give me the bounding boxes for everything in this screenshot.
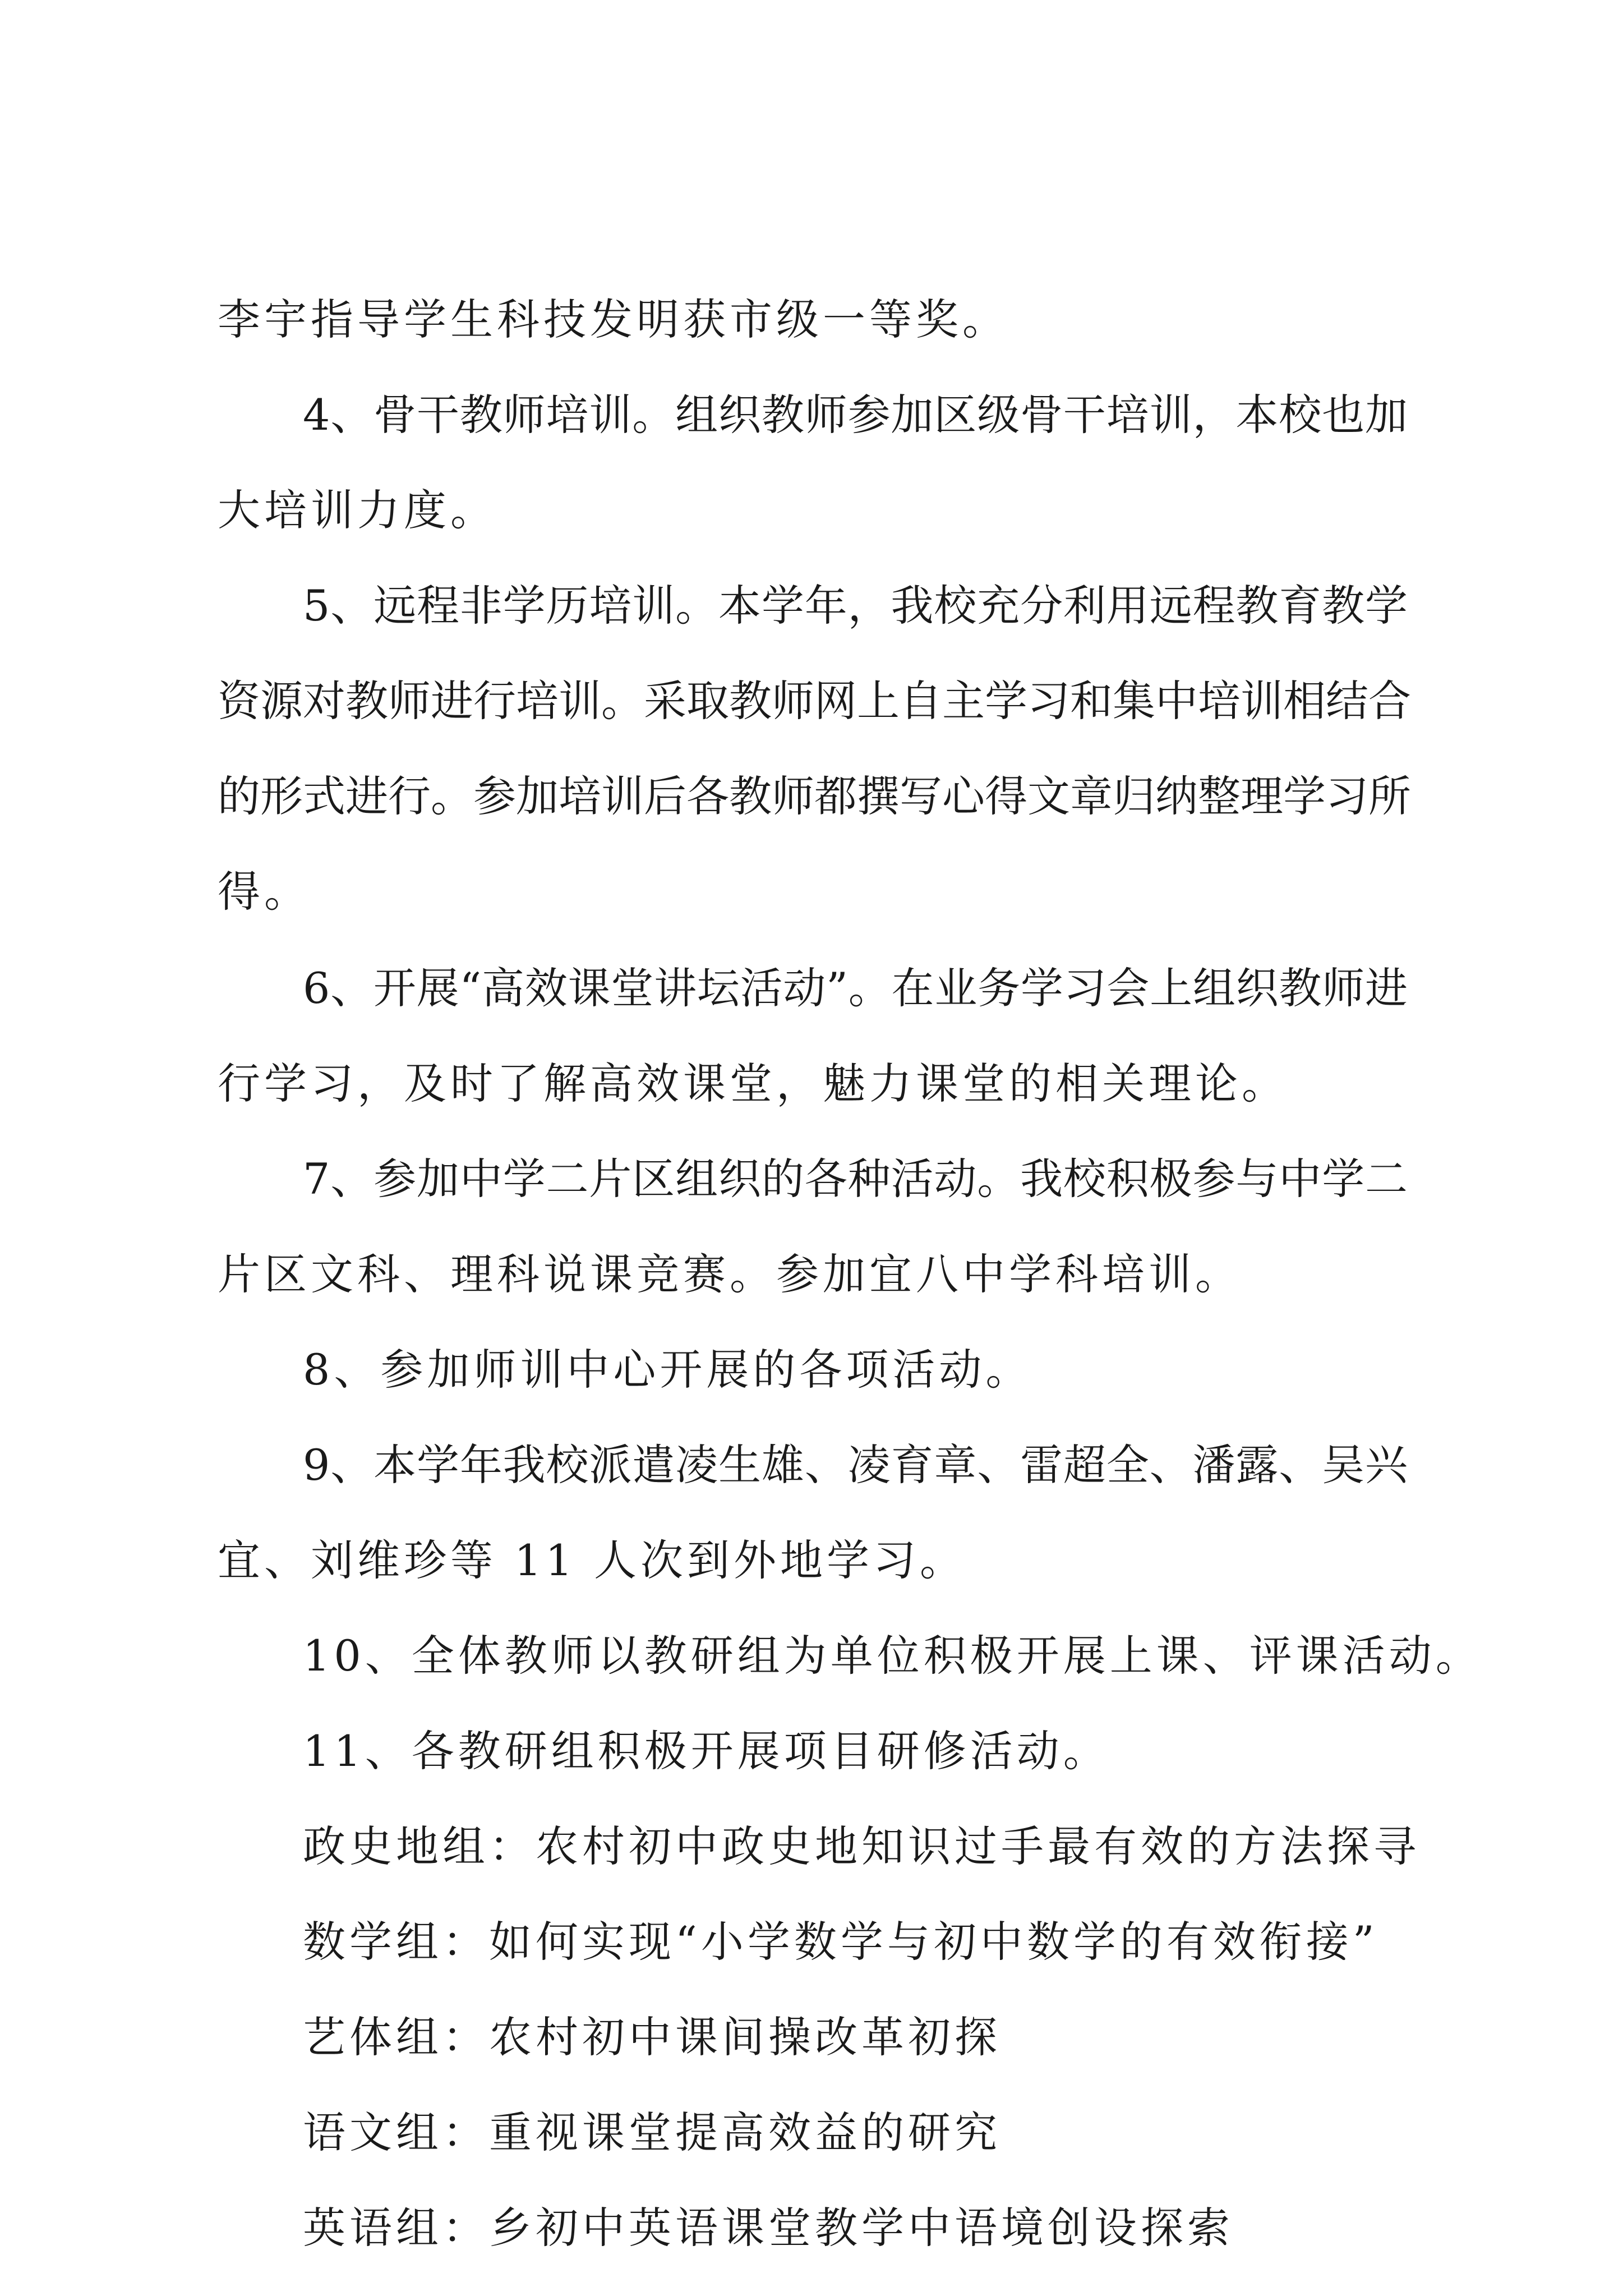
- text-line: 的形式进行。参加培训后各教师都撰写心得文章归纳整理学习所: [218, 771, 1411, 821]
- text-line: 宜、刘维珍等 11 人次到外地学习。: [218, 1535, 967, 1585]
- text-line: 语文组：重视课堂提高效益的研究: [303, 2108, 1001, 2157]
- text-line: 数学组：如何实现“小学数学与初中数学的有效衔接”: [303, 1917, 1378, 1967]
- text-line: 行学习，及时了解高效课堂，魅力课堂的相关理论。: [218, 1059, 1288, 1108]
- text-line: 8、参加师训中心开展的各项活动。: [303, 1345, 1032, 1395]
- text-line: 李宇指导学生科技发明获市级一等奖。: [218, 295, 1009, 344]
- text-line: 6、开展“高效课堂讲坛活动”。在业务学习会上组织教师进: [303, 963, 1408, 1013]
- text-line: 9、本学年我校派遣凌生雄、凌育章、雷超全、潘露、吴兴: [303, 1440, 1408, 1490]
- text-line: 得。: [218, 867, 311, 917]
- text-line: 7、参加中学二片区组织的各种活动。我校积极参与中学二: [303, 1154, 1408, 1204]
- text-line: 大培训力度。: [218, 485, 497, 535]
- text-line: 片区文科、理科说课竞赛。参加宜八中学科培训。: [218, 1249, 1242, 1299]
- text-line: 10、全体教师以教研组为单位积极开展上课、评课活动。: [303, 1631, 1482, 1681]
- text-line: 5、远程非学历培训。本学年，我校充分利用远程教育教学: [303, 581, 1408, 631]
- text-line: 英语组：乡初中英语课堂教学中语境创设探索: [303, 2203, 1234, 2253]
- text-line: 资源对教师进行培训。采取教师网上自主学习和集中培训相结合: [218, 676, 1411, 726]
- text-line: 艺体组：农村初中课间操改革初探: [303, 2012, 1001, 2062]
- text-line: 政史地组：农村初中政史地知识过手最有效的方法探寻: [303, 1821, 1420, 1871]
- text-line: 4、骨干教师培训。组织教师参加区级骨干培训，本校也加: [303, 390, 1408, 440]
- text-line: 11、各教研组积极开展项目研修活动。: [303, 1726, 1110, 1776]
